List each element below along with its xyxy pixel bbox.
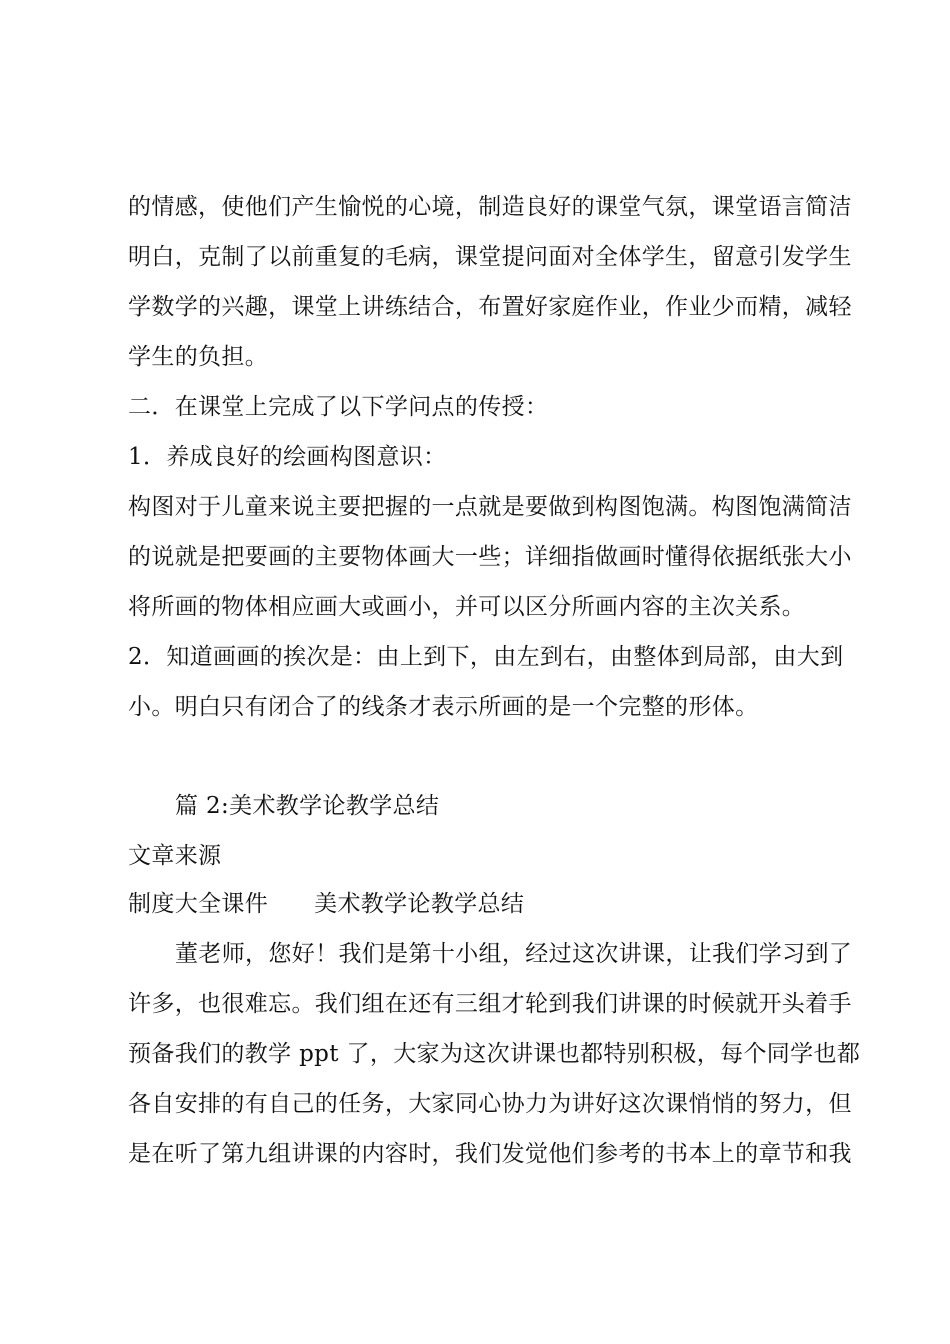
paragraph-line: 明白，克制了以前重复的毛病，课堂提问面对全体学生，留意引发学生	[128, 244, 852, 270]
paragraph-line: 各自安排的有自己的任务，大家同心协力为讲好这次课悄悄的努力，但	[128, 1091, 852, 1117]
paragraph-line: 许多，也很难忘。我们组在还有三组才轮到我们讲课的时候就开头着手	[128, 991, 852, 1017]
article-title: 篇 2:美术教学论教学总结	[175, 793, 440, 819]
paragraph-line: 的情感，使他们产生愉悦的心境，制造良好的课堂气氛，课堂语言简洁	[128, 194, 852, 220]
paragraph-line: 学生的负担。	[128, 344, 269, 370]
paragraph-line: 构图对于儿童来说主要把握的一点就是要做到构图饱满。构图饱满简洁	[128, 494, 852, 520]
list-item-line: 2．知道画画的挨次是：由上到下，由左到右，由整体到局部，由大到	[128, 644, 844, 670]
section-heading: 二．在课堂上完成了以下学问点的传授：	[128, 394, 549, 420]
source-label: 文章来源	[128, 843, 222, 869]
paragraph-line: 的说就是把要画的主要物体画大一些；详细指做画时懂得依据纸张大小	[128, 544, 852, 570]
paragraph-line: 预备我们的教学 ppt 了，大家为这次讲课也都特别积极，每个同学也都	[128, 1041, 861, 1067]
list-item-line: 小。明白只有闭合了的线条才表示所画的是一个完整的形体。	[128, 694, 759, 720]
source-title: 美术教学论教学总结	[314, 891, 525, 917]
list-item-title: 1．养成良好的绘画构图意识：	[128, 444, 447, 470]
paragraph-line: 董老师，您好！我们是第十小组，经过这次讲课，让我们学习到了	[175, 941, 853, 967]
source-site: 制度大全课件	[128, 891, 269, 917]
source-line	[128, 890, 524, 918]
paragraph-line: 是在听了第九组讲课的内容时，我们发觉他们参考的书本上的章节和我	[128, 1141, 852, 1167]
paragraph-line: 将所画的物体相应画大或画小，并可以区分所画内容的主次关系。	[128, 594, 806, 620]
paragraph-line: 学数学的兴趣，课堂上讲练结合，布置好家庭作业，作业少而精，减轻	[128, 294, 852, 320]
